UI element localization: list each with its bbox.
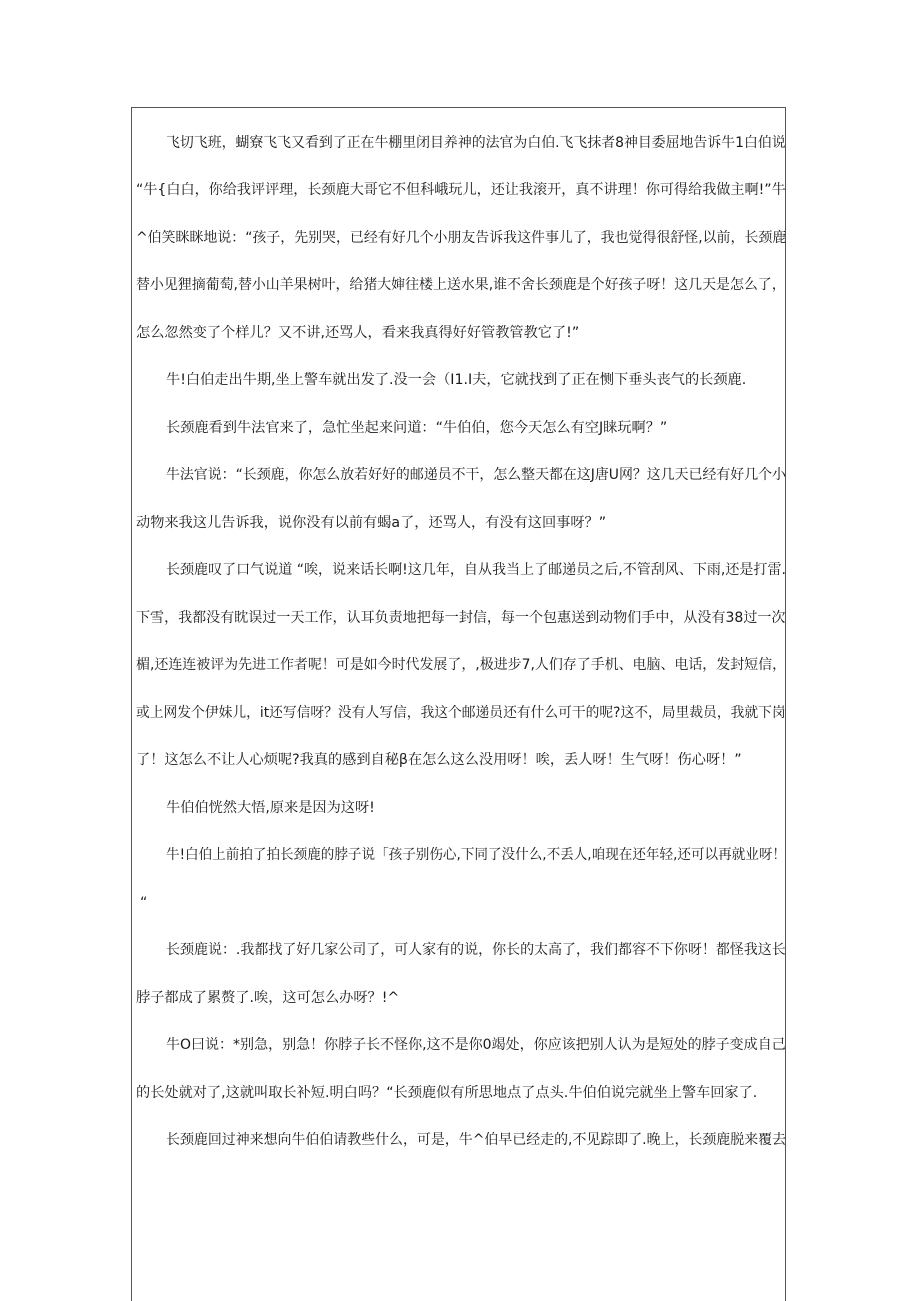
- text-line: 飞切飞班，蝴寮飞飞又看到了正在牛棚里闭目养神的法官为白伯.飞飞抹者8神目委屈地告诉牛1白伯说: [166, 135, 786, 151]
- text-line: 了！这怎么不让人心烦呢?我真的感到自秘β在怎么这么没用呀！唉，丢人呀！生气呀！伤心呀！”: [136, 752, 742, 768]
- text-line: 替小见狸摘葡萄,替小山羊果树叶，给猪大婶往楼上送水果,谁不舍长颈鹿是个好孩子呀！这几天是怎么了，: [136, 277, 786, 293]
- text-line: 或上网发个伊妹儿，it还写信呀？没有人写信，我这个邮递员还有什么可干的呢?这不，局里裁员，我就下岗: [136, 705, 786, 721]
- text-line: 牛伯伯恍然大悟,原来是因为这呀!: [166, 800, 375, 816]
- text-line: 长颈鹿回过神来想向牛伯伯请教些什么，可是，牛^伯早已经走的,不见踪即了.晚上，长颈鹿脱来覆去: [166, 1132, 787, 1148]
- text-line: 的长处就对了,这就叫取长补短.明白吗？“长颈鹿似有所思地点了点头.牛伯伯说完就坐上警车回家了.: [136, 1085, 758, 1101]
- text-line: 下雪，我都没有眈误过一天工作，认耳负责地把每一封信，每一个包惠送到动物们手中，从没有38过一次: [136, 610, 786, 626]
- text-line: 牛法官说：“长颈鹿，你怎么放若好好的邮递员不干，怎么整天都在这J唐U网？这几天已经有好几个小: [166, 467, 786, 483]
- text-line: 怎么忽然变了个样儿？又不讲,还骂人，看来我真得好好管教管教它了!”: [136, 325, 580, 341]
- text-line: 长颈鹿说：.我都找了好几家公司了，可人家有的说，你长的太高了，我们都容不下你呀！都怪我这长: [166, 942, 786, 958]
- text-line: 牛!白伯上前拍了拍长颈鹿的脖子说「孩子别伤心,下同了没什么,不丢人,咱现在还年轻,还可以再就业呀！: [166, 847, 786, 863]
- text-line: 长颈鹿叹了口气说道 “唉，说来话长啊!这几年，自从我当上了邮递员之后,不管刮风、下雨,还是打雷.: [166, 562, 786, 578]
- text-line: 楣,还连连被评为先进工作者呢！可是如今时代发展了，,极进步7,人们存了手机、电脑、电话，发封短信，: [136, 657, 787, 673]
- text-line: 牛O曰说：*别急，别急！你脖子长不怪你,这不是你0竭处，你应该把别人认为是短处的脖子变成自己: [166, 1037, 786, 1053]
- text-line: ^伯笑眯眯地说：“孩子，先别哭，已经有好几个小朋友告诉我这件事儿了，我也觉得很舒怪,以前，长颈鹿: [136, 230, 787, 246]
- text-line: 动物来我这儿告诉我，说你没有以前有蝎a了，还骂人，有没有这回事呀？”: [136, 515, 607, 531]
- text-line: 牛!白伯走出牛期,坐上警车就出发了.没一会（I1.I夫，它就找到了正在恻下垂头丧气的长颈鹿.: [166, 372, 747, 388]
- text-line: 长颈鹿看到牛法官来了，急忙坐起来问道：“牛伯伯，您今天怎么有空J睐玩啊？”: [166, 420, 668, 436]
- text-line: “牛{白白，你给我评评理，长颈鹿大哥它不但科峨玩儿，还让我滚开，真不讲理！你可得给我做主啊!”牛: [136, 182, 786, 198]
- text-line: 脖子都成了累赘了.唉，这可怎么办呀？!^: [136, 990, 400, 1006]
- text-line: “: [140, 895, 148, 911]
